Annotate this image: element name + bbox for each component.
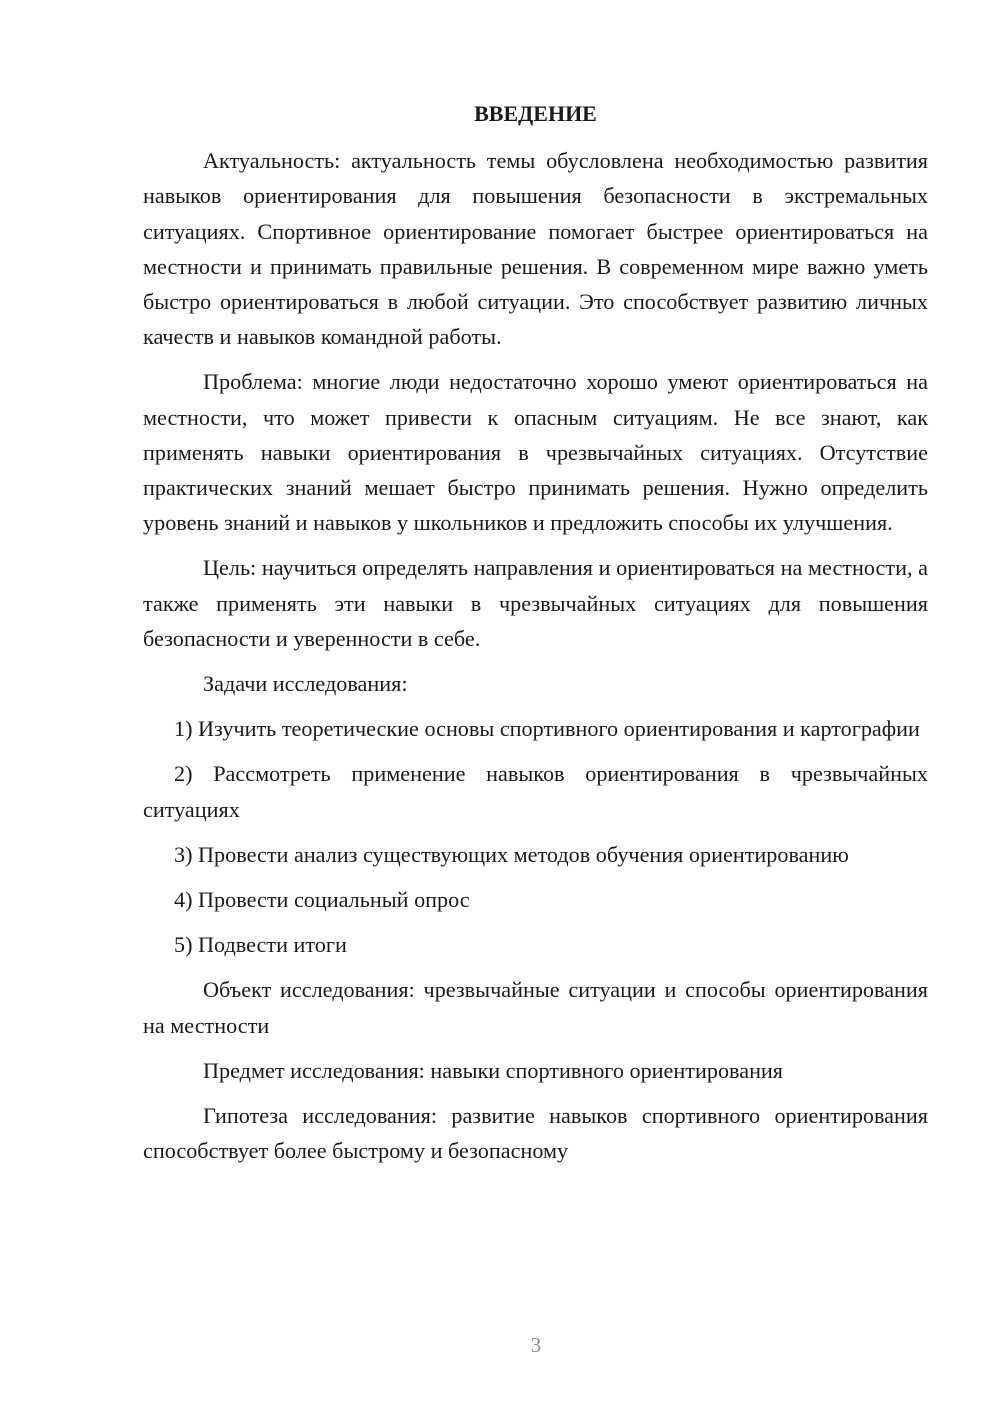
relevance-paragraph: Актуальность: актуальность темы обусловлена необходимостью развития навыков ориентирования для повышения безопасности в экстремальных ситуациях. Спортивное ориентирование помогает быстрее ориентироваться на местности и принимать правильные решения. В современном мире важно уметь быстро ориентироваться в любой ситуации. Это способствует развитию личных качеств и навыков командной работы.	[143, 148, 928, 350]
hypothesis-paragraph: Гипотеза исследования: развитие навыков спортивного ориентирования способствует более быстрому и безопасному	[143, 1103, 928, 1164]
object-paragraph: Объект исследования: чрезвычайные ситуации и способы ориентирования на местности	[143, 977, 928, 1038]
task-item-1: 1) Изучить теоретические основы спортивного ориентирования и картографии	[174, 716, 920, 742]
goal-paragraph: Цель: научиться определять направления и ориентироваться на местности, а также применять эти навыки в чрезвычайных ситуациях для повышения безопасности и уверенности в себе.	[143, 555, 928, 651]
document-page	[143, 96, 928, 1168]
task-item-5: 5) Подвести итоги	[174, 932, 347, 958]
tasks-title: Задачи исследования:	[203, 671, 408, 697]
page-number: 3	[530, 1333, 542, 1357]
problem-paragraph: Проблема: многие люди недостаточно хорошо умеют ориентироваться на местности, что может привести к опасным ситуациям. Не все знают, как применять навыки ориентирования в чрезвычайных ситуациях. Отсутствие практических знаний мешает быстро принимать решения. Нужно определить уровень знаний и навыков у школьников и предложить способы их улучшения.	[143, 369, 928, 536]
task-item-3: 3) Провести анализ существующих методов обучения ориентированию	[174, 841, 849, 867]
section-heading: ВВЕДЕНИЕ	[474, 101, 597, 126]
task-item-2: 2) Рассмотреть применение навыков ориентирования в чрезвычайных ситуациях	[143, 761, 928, 822]
task-item-4: 4) Провести социальный опрос	[174, 887, 470, 913]
subject-paragraph: Предмет исследования: навыки спортивного ориентирования	[203, 1057, 784, 1083]
